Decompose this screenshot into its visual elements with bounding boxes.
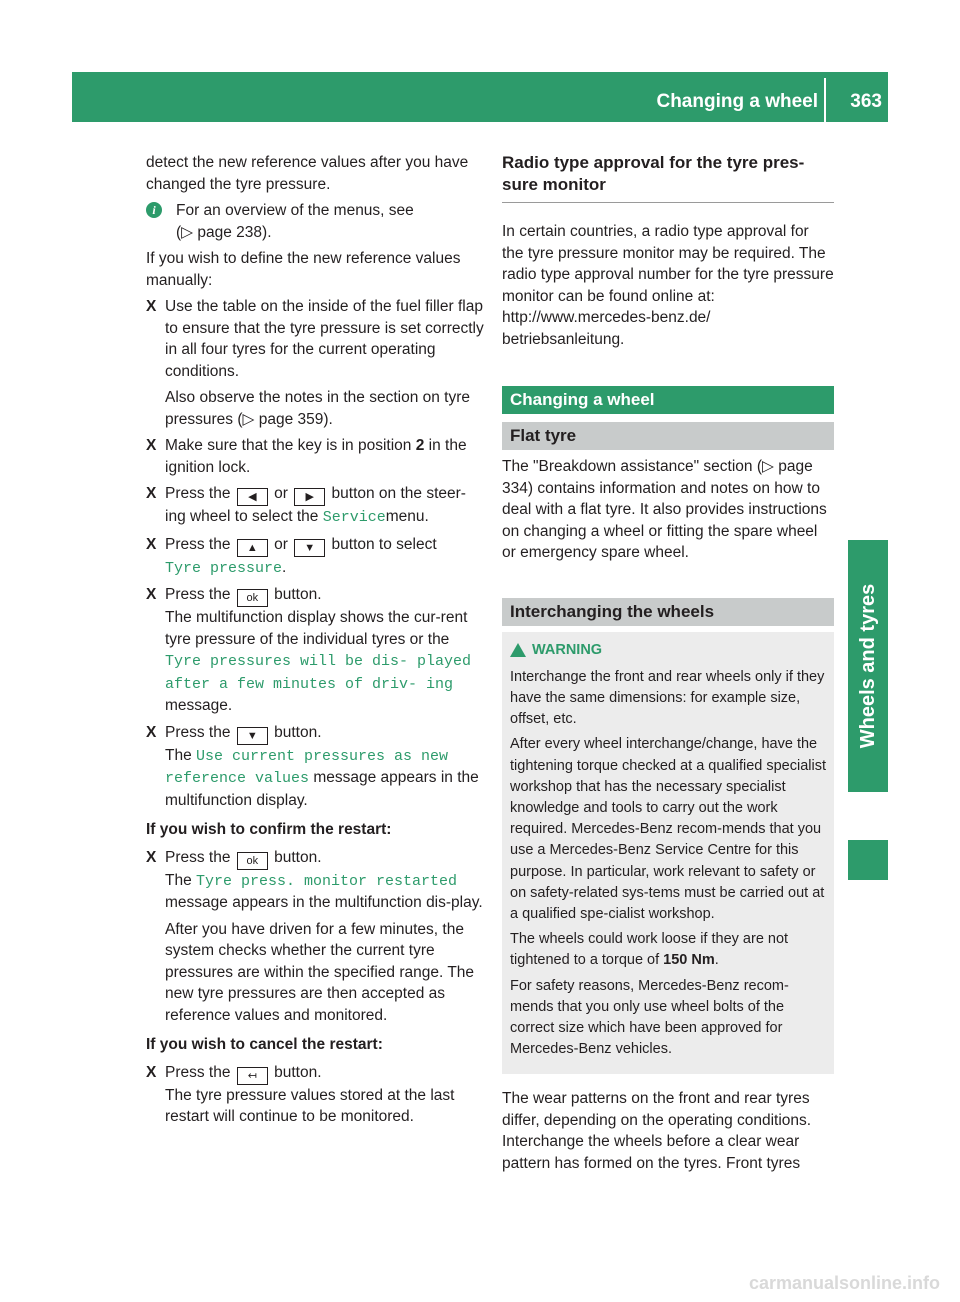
cancel-heading: If you wish to cancel the restart: (146, 1036, 383, 1053)
interchanging-heading: Interchanging the wheels (502, 598, 834, 626)
step-8: X Press the ↤ button. The tyre pressure values stored at the last restart will continue to be monitored. (146, 1063, 455, 1125)
tyre-pressure-label: Tyre pressure (165, 559, 283, 577)
display-message: Tyre press. monitor restarted (196, 872, 458, 890)
step-5: X Press the ok button. The multifunction display shows the cur-rent tyre pressure of the individual tyres or the Tyre pressures will be dis‐ played after a few minutes of driv‐ ing message. (146, 586, 472, 714)
left-column (146, 152, 484, 1133)
radio-approval-text: In certain countries, a radio type approval for the tyre pressure monitor may be required. The radio type approval number for the tyre pressure monitor can be found online at: http://www.mercedes-benz.de/ betriebsanleitung. (502, 223, 834, 348)
confirm-heading: If you wish to confirm the restart: (146, 821, 392, 838)
ok-button-icon: ok (237, 589, 268, 607)
right-column (502, 152, 834, 1179)
back-button-icon: ↤ (237, 1067, 268, 1085)
info-text-2: (▷ page 238). (176, 223, 272, 241)
step-6: X Press the ▼ button. The Use current pressures as new reference values message appears in the multifunction display. (146, 723, 479, 809)
step-2: X Make sure that the key is in position 2 in the ignition lock. (146, 437, 467, 476)
header-divider (824, 78, 826, 122)
step-arrow-icon: X (146, 1063, 157, 1081)
step-arrow-icon: X (146, 848, 157, 866)
info-note (146, 200, 484, 243)
flat-tyre-heading: Flat tyre (502, 422, 834, 450)
warning-text-3: The wheels could work loose if they are not tightened to a torque of 150 Nm. (510, 931, 789, 969)
warning-triangle-icon (510, 643, 526, 657)
step-1: X Use the table on the inside of the fuel filler flap to ensure that the tyre pressure is set correctly in all four tyres for the current operating conditions. (146, 298, 484, 380)
step-arrow-icon: X (146, 437, 157, 454)
step-arrow-icon: X (146, 298, 157, 315)
step-3: X Press the ◀ or ▶ button on the steer-ing wheel to select the Servicemenu. (146, 485, 466, 526)
down-arrow-button-icon: ▼ (294, 539, 325, 557)
step-arrow-icon: X (146, 723, 157, 741)
changing-wheel-heading: Changing a wheel (502, 386, 834, 414)
step-7: X Press the ok button. The Tyre press. monitor restarted message appears in the multifunction dis-play. (146, 848, 483, 911)
up-arrow-button-icon: ▲ (237, 539, 268, 557)
display-message: Use current pressures as new reference values (165, 747, 449, 787)
wear-text: The wear patterns on the front and rear tyres differ, depending on the operating conditions. Interchange the wheels before a clear wear pattern has formed on the tyres. Front tyres (502, 1090, 812, 1172)
manual-text: If you wish to define the new reference values manually: (146, 250, 461, 289)
page-number: 363 (850, 91, 882, 112)
warning-header (510, 640, 826, 661)
warning-label: WARNING (532, 641, 603, 658)
chapter-marker (848, 840, 888, 880)
header-title: Changing a wheel (656, 91, 818, 112)
watermark: carmanualsonline.info (748, 1273, 940, 1293)
step-arrow-icon: X (146, 535, 157, 553)
warning-text-4: For safety reasons, Mercedes-Benz recom-mends that you only use wheel bolts of the correct size which have been approved for Mercedes-Benz vehicles. (510, 977, 789, 1058)
step-4: X Press the ▲ or ▼ button to select Tyre pressure. (146, 535, 437, 577)
intro-text: detect the new reference values after you have changed the tyre pressure. (146, 154, 469, 193)
chapter-tab (848, 540, 888, 792)
page-header (72, 72, 888, 122)
flat-tyre-text: The "Breakdown assistance" section (▷ page 334) contains information and notes on how to deal with a flat tyre. It also provides instructions on changing a wheel or fitting the spare wheel or emergency spare wheel. (502, 458, 827, 561)
warning-text-2: After every wheel interchange/change, have the tightening torque checked at a qualified specialist workshop that has the necessary specialist knowledge and tools to carry out the work required. Mercedes-Benz recom-mends that you use a Mercedes-Benz Service Centre for this purpose. In particular, work relevant to safety or on safety-related sys-tems must be carried out at a qualified spe-cialist workshop. (510, 736, 826, 922)
step-arrow-icon: X (146, 485, 157, 502)
chapter-tab-label: Wheels and tyres (857, 583, 879, 749)
info-text-1: For an overview of the menus, see (176, 202, 414, 219)
step-7-note: After you have driven for a few minutes, the system checks whether the current tyre pressures are within the specified range. The new tyre pressures are then accepted as reference values and monitored. (165, 920, 475, 1024)
radio-approval-heading: Radio type approval for the tyre pres-sure monitor (502, 152, 834, 203)
warning-text-1: Interchange the front and rear wheels only if they have the same dimensions: for example size, offset, etc. (510, 668, 825, 728)
info-icon: i (146, 202, 162, 218)
step-arrow-icon: X (146, 586, 157, 603)
right-arrow-button-icon: ▶ (294, 488, 325, 506)
left-arrow-button-icon: ◀ (237, 488, 268, 506)
step-1-note: Also observe the notes in the section on tyre pressures (▷ page 359). (165, 389, 471, 428)
warning-box (502, 632, 834, 1075)
down-arrow-button-icon: ▼ (237, 727, 268, 745)
ok-button-icon: ok (237, 852, 268, 870)
service-menu-label: Service (322, 509, 386, 526)
display-message: Tyre pressures will be dis‐ played after a few minutes of driv‐ ing (165, 653, 472, 693)
